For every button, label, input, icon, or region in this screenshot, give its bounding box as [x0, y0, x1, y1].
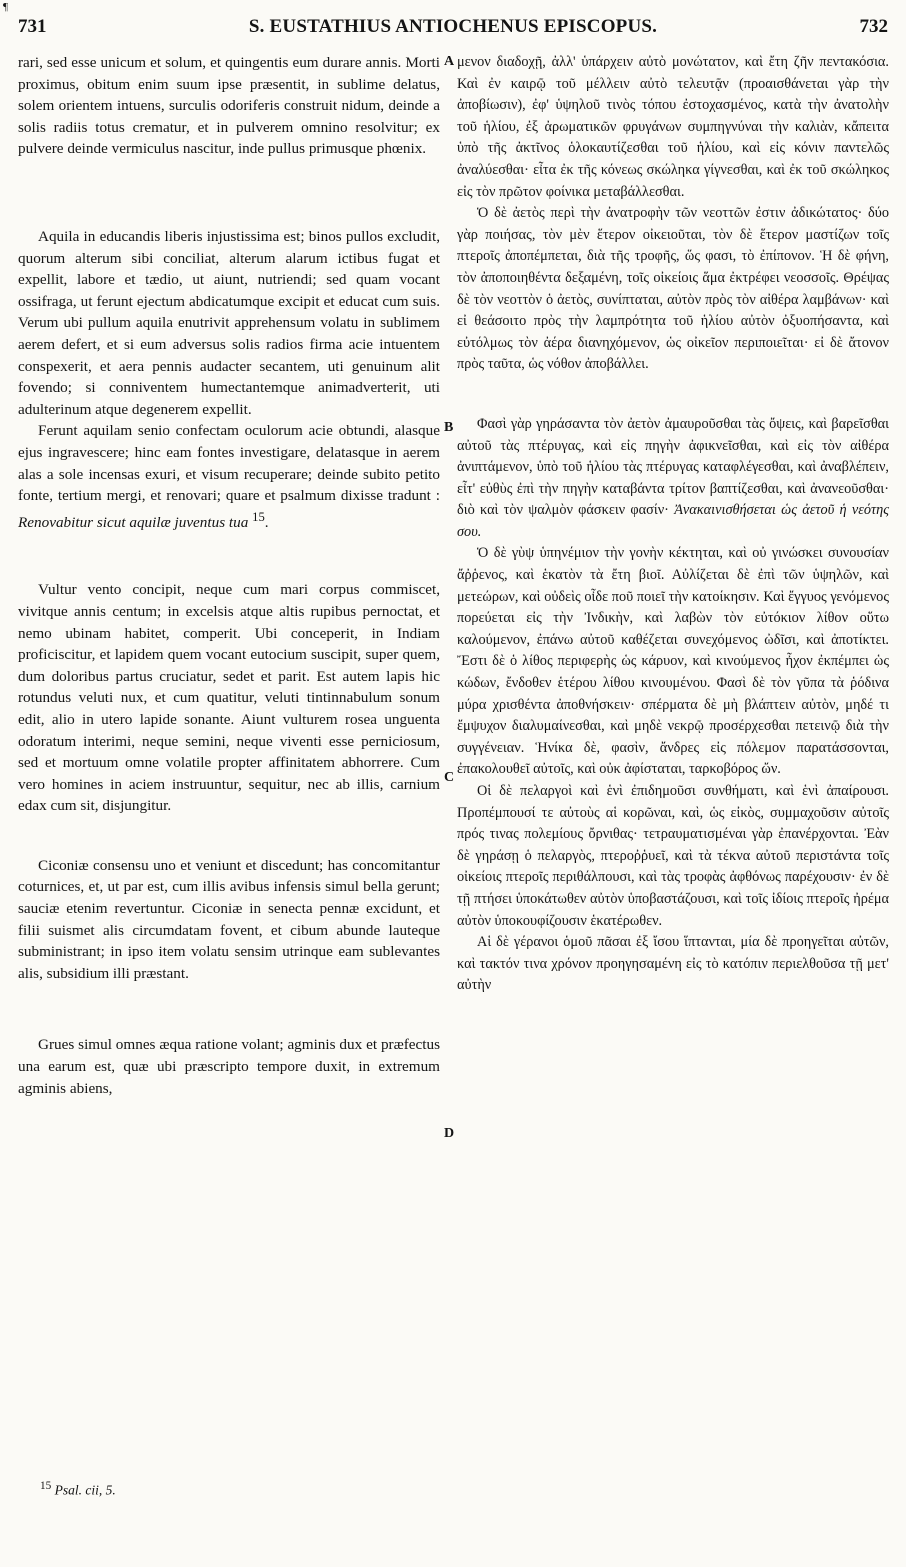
latin-psalm-quote: Renovabitur sicut aquilæ juventus tua: [18, 513, 249, 531]
page-number-right: 732: [859, 16, 888, 37]
latin-column: [18, 52, 440, 1099]
greek-column: [457, 52, 889, 997]
greek-psalm-quote: Ἀνακαινισθήσεται ὡς ἀετοῦ ἡ νεότης σου.: [457, 502, 890, 540]
latin-para-phoenix: rari, sed esse unicum et solum, et quingentis eum durare annis. Morti proximus, obitum enim suum ipse præsentit, in sublime delatus, solem orientem intuens, surculis odoriferis construit nidum, deinde a solis radiis totus crematur, et in pulverem omnino resolvitur; ex pulvere deinde vermiculus nascitur, inde pullus primusque phœnix.: [18, 54, 440, 158]
footnote-mark: 15: [40, 1480, 52, 1492]
latin-para-stork: Ciconiæ consensu uno et veniunt et discedunt; has concomitantur coturnices, et, ut par est, cum illis avibus infensis simul bella gerunt; sauciæ etenim revertuntur. Ciconiæ in senecta pennæ excidunt, et filii suismet alis circumdatam fovent, et cibum abunde lauteque subministrant; in ipso item volatu sensim utrinque eam sublevantes alis, subsidium illi præstant.: [18, 856, 440, 982]
latin-para-eagle: Aquila in educandis liberis injustissima est; binos pullos excludit, quorum alterum sibi conciliat, alterum alarum ictibus fugat et expellit, labore et tædio, ut aiunt, nutriendi; sed quam vocant ossifraga, ut ferunt ejectum abdicatumque excipit et educat cum suis. Verum ubi pullum aquila enutrivit apprehensum volatu in sublimem aerem defert, et si eum adversus solis radios firma acie intuentem conspexerit, et aera pennis audacter secantem, uti genuinum alit fovendo; si conniventem humectantemque animadverterit, uti adulterinum atque degenerem expellit.: [18, 227, 440, 418]
footnote: [40, 1480, 116, 1499]
margin-letter-a: A: [444, 54, 455, 69]
greek-para-eagle-renewal: Φασὶ γὰρ γηράσαντα τὸν ἀετὸν ἀμαυροῦσθαι τὰς ὄψεις, καὶ βαρεῖσθαι αὐτοῦ τὰς πτέρυγας, καὶ εἰς πηγὴν ἀφικνεῖσθαι, καὶ εἰς τὸν αἰθέρα ἀνιπτάμενον, ὑπὸ τοῦ ἡλίου τὰς πτέρυγας καταφλέγεσθαι, καὶ ἀναβλέπειν, εἶτ' εὐθὺς ἐπὶ τὴν πηγὴν καταβάντα τρίτον βαπτίζεσθαι, καὶ ἀνανεοῦσθαι· διὸ καὶ τὸν ψαλμὸν φάσκειν φασίν· Ἀνακαινισθήσεται ὡς ἀετοῦ ἡ νεότης σου.: [457, 415, 890, 540]
page-number-left: 731: [18, 16, 47, 37]
footnote-text: Psal. cii, 5.: [54, 1482, 116, 1498]
greek-para-crane: Αἱ δὲ γέρανοι ὁμοῦ πᾶσαι ἐξ ἴσου ἵπτανται, μία δὲ προηγεῖται αὐτῶν, καὶ τακτόν τινα χρόνον προηγησαμένη εἰς τὸ κατόπιν περιελθοῦσα τῇ μετ' αὐτὴν: [457, 934, 889, 994]
margin-letter-c: C: [444, 770, 455, 785]
margin-letter-d: D: [444, 1126, 455, 1141]
greek-para-phoenix: μενον διαδοχῇ, ἀλλ' ὑπάρχειν αὐτὸ μονώτατον, καὶ ἔτη ζῆν πεντακόσια. Καὶ ἐν καιρῷ τοῦ μέλλειν αὐτὸ τελευτᾷν (προαισθάνεται γὰρ τὴν ἀποβίωσιν), ἐφ' ὑψηλοῦ τινὸς τόπου ἐστοχασμένος, κατὰ τὴν ἀνατολὴν τοῦ ἡλίου, ἐξ ἀρωματικῶν φρυγάνων συμπηγνύναι τὴν καλιὰν, κἄπειτα ὑπὸ τῆς ἀκτῖνος ὁλοκαυτίζεσθαι τοῦ ἡλίου, καὶ εἰς κόνιν παντελῶς ἀναλύεσθαι· εἶτα ἐκ τῆς κόνεως σκώληκα γίγνεσθαι, καὶ ἐκ τοῦ σκώληκος εἰς τὸν πρῶτον φοίνικα μεταβάλλεσθαι.: [457, 54, 889, 200]
corner-mark: ¶: [3, 1, 8, 13]
greek-para-eagle: Ὁ δὲ ἀετὸς περὶ τὴν ἀνατροφὴν τῶν νεοττῶν ἐστιν ἀδικώτατος· δύο γὰρ ποιήσας, τὸν μὲν ἕτερον οἰκειοῦται, τὸν δὲ ἕτερον μαστίζων τοῖς πτεροῖς ἀποπέμπεται, διὰ τῆς τροφῆς, ὥς φασι, τὸ ἐπίπονον. Ἡ δὲ φήνη, τὸν ἀποποιηθέντα δεξαμένη, τοῖς οἰκείοις ἅμα ἐκτρέφει νεοσσοῖς. Θρέψας δὲ τὸν νεοττὸν ὁ ἀετὸς, συνίπταται, αὐτὸν πρὸς τὸν αἰθέρα λαμβάνων· καὶ εἰ θεάσοιτο πρὸς τὴν λαμπρότητα τοῦ ἡλίου αὐτὸν ὀξυοπήσαντα, καὶ εὐτόλμως τὸν ἀέρα διανηχόμενον, ὡς οἰκεῖον περιποιεῖται· εἰ δὲ ἄτονον πρὸς ταῦτα, ὡς νόθον ἀποβάλλει.: [457, 205, 889, 373]
footnote-ref: 15: [252, 509, 265, 524]
margin-letter-b: B: [444, 420, 454, 435]
page-header: [18, 16, 888, 46]
latin-para-vulture: Vultur vento concipit, neque cum mari corpus commiscet, vivitque annis centum; in excelsis atque altis rupibus pernoctat, et nemo ubinam habitet, comperit. Ubi conceperit, in Indiam proficiscitur, et lapidem quem vocant eutocium suscipit, super quem, dum doloribus partus cruciatur, sedet et parit. Est autem lapis hic rotundus veluti nux, et cum quatitur, veluti tintinnabulum sonum edit, alio in utero lapide sonante. Aiunt vulturem rosea unguenta odoratum interimi, neque semini, neque viventi esse perniciosum, sed et mortuum omne volatile propter affinitatem abhorrere. Cum vero homines in aciem instruuntur, sequitur, nec ab illis, carnium edax cum sit, disjungitur.: [18, 581, 440, 815]
running-title: S. EUSTATHIUS ANTIOCHENUS EPISCOPUS.: [248, 16, 658, 37]
latin-para-eagle-renewal: Ferunt aquilam senio confectam oculorum acie obtundi, alasque ejus ingravescere; hinc eam fontes investigare, delatasque in aerem alas a sole incensas exuri, et visum recuperare; deinde subito petito fonte, tertium mergi, et renovari; quare et psalmum dixisse tradunt : Renovabitur sicut aquilæ juventus tua $^{15}$.: [18, 422, 440, 531]
latin-para-crane: Grues simul omnes æqua ratione volant; agminis dux et præfectus una earum est, quæ ubi præscripto tempore duxit, in extremum agminis abiens,: [18, 1036, 440, 1097]
greek-para-stork: Οἱ δὲ πελαργοὶ καὶ ἑνὶ ἐπιδημοῦσι συνθήματι, καὶ ἑνὶ ἀπαίρουσι. Προπέμπουσί τε αὐτοὺς αἱ κορῶναι, καὶ, ὡς εἰκὸς, συμμαχοῦσιν αὐτοῖς πρός τινας πολεμίους ὄρνιθας· τετραυματισμέναι γὰρ ἐπανέρχονται. Ἐὰν δὲ γηράσῃ ὁ πελαργὸς, πτεροῤῥυεῖ, καὶ τὰ τέκνα αὐτοῦ περιστάντα τοῖς οἰκείοις πτεροῖς περιθάλπουσι, καὶ τὰς τροφὰς ἀφθόνως παρέχουσιν· ἐν δὲ τῇ πτήσει ὑποκάτωθεν αὐτὸν ὑποβαστάζουσι, καὶ τοῖς ἰδίοις πτεροῖς ἠρέμα αὐτὸν ὑποκουφίζουσιν ἑκατέρωθεν.: [457, 783, 889, 929]
greek-para-vulture: Ὁ δὲ γὺψ ὑπηνέμιον τὴν γονὴν κέκτηται, καὶ οὐ γινώσκει συνουσίαν ἄῤῥενος, καὶ ἑκατὸν τὰ ἔτη βιοῖ. Αὐλίζεται δὲ ἐπὶ τῶν ὑψηλῶν, καὶ μετεώρων, καὶ οὐδεὶς οἶδε ποῦ ποιεῖ τὴν κατοίκησιν. Καὶ ἔγγυος γενόμενος πορεύεται εἰς τὴν Ἰνδικὴν, καὶ λαβὼν τὸν εὐτόκιον λίθον οὕτω καλούμενον, ἐπάνω αὐτοῦ καθέζεται συνεχόμενος ὠδῖσι, καὶ ἀποτίκτει. Ἔστι δὲ ὁ λίθος περιφερὴς ὡς κάρυον, καὶ κινούμενος ἦχον ἐκπέμπει ὡς κώδων, ἔνδοθεν ἑτέρου λίθου κινουμένου. Φασὶ δὲ τὸν γῦπα τὰ ῥόδινα μύρα χρισθέντα ἀποθνήσκειν· σπέρματα δὲ μὴ βλάπτειν αὐτὸν, μηδέ τι ἔμψυχον διαλυμαίνεσθαι, καὶ μηδὲ νεκρῷ προσέρχεσθαι πετεινῷ διὰ τὴν συγγένειαν. Ἡνίκα δὲ, φασὶν, ἄνδρες εἰς πόλεμον παρατάσσονται, ἐπακολουθεῖ αὐτοῖς, καὶ οὐκ ἀφίσταται, ταρκοβόρος ὤν.: [457, 545, 889, 778]
